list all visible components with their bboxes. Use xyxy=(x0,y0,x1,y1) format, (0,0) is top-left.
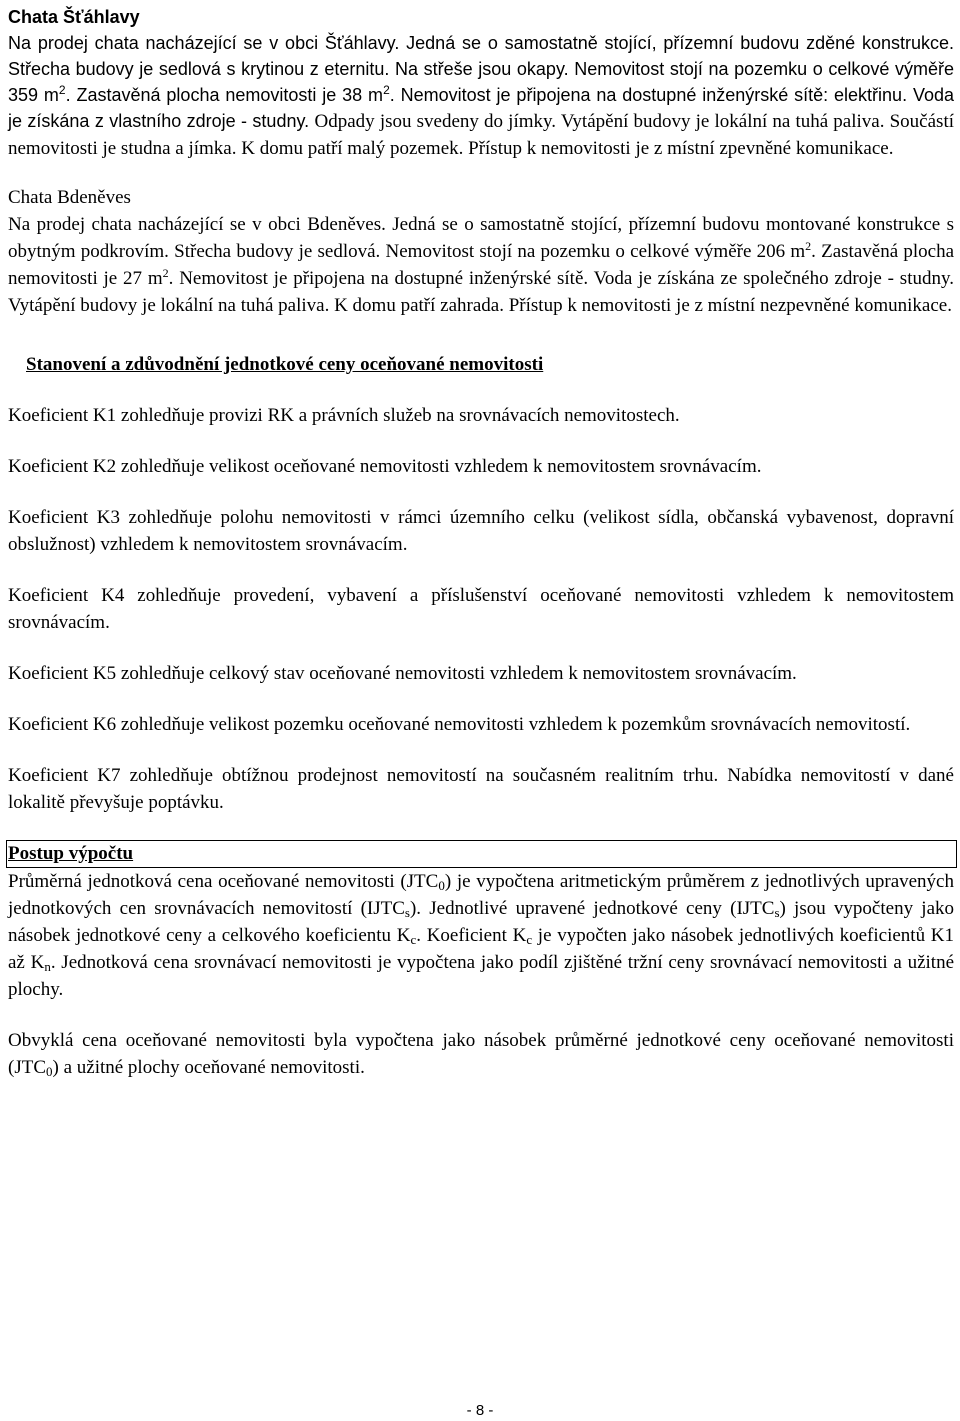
subscript: c xyxy=(410,932,417,947)
section-title-bdeneves: Chata Bdeněves xyxy=(8,187,131,208)
text-segment: ) je vypočtena aritmetickým průměrem z jednotlivých upravených jednotkových cen srovnávacích nemovitostí (IJTC xyxy=(8,871,954,919)
procedure-paragraph-2 xyxy=(8,1027,954,1081)
subscript: c xyxy=(526,932,533,947)
superscript: 2 xyxy=(383,83,390,97)
superscript: 2 xyxy=(58,83,66,97)
coefficient-k4: Koeficient K4 zohledňuje provedení, vybavení a příslušenství oceňované nemovitosti vzhledem k nemovitostem srovnávacím. xyxy=(8,585,954,633)
procedure-heading: Postup výpočtu xyxy=(6,840,957,868)
superscript: 2 xyxy=(162,266,169,280)
text-segment: . Nemovitost je připojena na dostupné inženýrské sítě. Voda je získána ze společného zdroje - studny. Vytápění budovy je lokální na tuhá paliva. K domu patří zahrada. Přístup k nemovitosti je z místní nezpevněné komunikace. xyxy=(8,268,954,316)
subscript: 0 xyxy=(46,1064,53,1079)
text-segment: . Koeficient K xyxy=(416,925,527,946)
superscript: 2 xyxy=(805,239,812,253)
pricing-heading: Stanovení a zdůvodnění jednotkové ceny oceňované nemovitosti xyxy=(26,354,544,375)
text-segment: ). Jednotlivé upravené jednotkové ceny (IJTC xyxy=(409,898,775,919)
text-segment: Obvyklá cena oceňované nemovitosti byla vypočtena jako násobek průměrné jednotkové ceny oceňované nemovitosti (JTC xyxy=(8,1030,954,1078)
coefficient-k2: Koeficient K2 zohledňuje velikost oceňované nemovitosti vzhledem k nemovitostem srovnávacím. xyxy=(8,456,762,477)
coefficient-k6: Koeficient K6 zohledňuje velikost pozemku oceňované nemovitosti vzhledem k pozemkům srovnávacích nemovitostí. xyxy=(8,714,911,735)
page-number: - 8 - xyxy=(466,1402,494,1419)
text-segment: Průměrná jednotková cena oceňované nemovitosti (JTC xyxy=(8,871,439,892)
section-title-stahlavy: Chata Šťáhlavy xyxy=(8,7,140,27)
paragraph-stahlavy xyxy=(8,30,954,162)
text-segment: ) a užitné plochy oceňované nemovitosti. xyxy=(52,1057,365,1078)
coefficient-k1: Koeficient K1 zohledňuje provizi RK a právních služeb na srovnávacích nemovitostech. xyxy=(8,405,680,426)
paragraph-bdeneves xyxy=(8,211,954,319)
subscript: s xyxy=(404,905,410,920)
text-segment: je vypočten jako násobek jednotlivých koeficientů K1 až K xyxy=(8,925,955,973)
page-content xyxy=(8,4,954,1081)
coefficient-k7: Koeficient K7 zohledňuje obtížnou prodejnost nemovitostí na současném realitním trhu. Nabídka nemovitostí v dané lokalitě převyšuje poptávku. xyxy=(8,765,954,813)
text-segment: Na prodej chata nacházející se v obci Šťáhlavy. Jedná se o samostatně stojící, přízemní budovu zděné konstrukce. Střecha budovy je sedlová s krytinou z eternitu. Na střeše jsou okapy. Nemovitost stojí na pozemku o celkové výměře 359 m xyxy=(8,33,954,105)
text-segment: ) jsou vypočteny jako násobek jednotkové ceny a celkového koeficientu K xyxy=(8,898,955,946)
text-segment: . Zastavěná plocha nemovitosti je 27 m xyxy=(8,241,954,289)
text-segment: . Zastavěná plocha nemovitosti je 38 m xyxy=(65,85,384,105)
procedure-paragraph-1 xyxy=(8,868,954,1003)
subscript: 0 xyxy=(438,878,445,893)
subscript: n xyxy=(44,959,51,974)
text-segment: Na prodej chata nacházející se v obci Bdeněves. Jedná se o samostatně stojící, přízemní budovu montované konstrukce s obytným podkrovím. Střecha budovy je sedlová. Nemovitost stojí na pozemku o celkové výměře 206 m xyxy=(8,214,954,262)
text-segment: Odpady jsou svedeny do jímky. Vytápění budovy je lokální na tuhá paliva. Součástí nemovitosti je studna a jímka. K domu patří malý pozemek. Přístup k nemovitosti je z místní zpevněné komunikace. xyxy=(8,111,955,159)
coefficient-k3: Koeficient K3 zohledňuje polohu nemovitosti v rámci územního celku (velikost sídla, občanská vybavenost, dopravní obslužnost) vzhledem k nemovitostem srovnávacím. xyxy=(8,507,954,555)
text-segment: . Nemovitost je připojena na dostupné inženýrské sítě: elektřinu. Voda je získána z vlastního zdroje - studny. xyxy=(8,85,954,131)
subscript: s xyxy=(774,905,780,920)
text-segment: . Jednotková cena srovnávací nemovitosti je vypočtena jako podíl zjištěné tržní ceny srovnávací nemovitosti a užitné plochy. xyxy=(8,952,955,1000)
coefficient-k5: Koeficient K5 zohledňuje celkový stav oceňované nemovitosti vzhledem k nemovitostem srovnávacím. xyxy=(8,663,797,684)
